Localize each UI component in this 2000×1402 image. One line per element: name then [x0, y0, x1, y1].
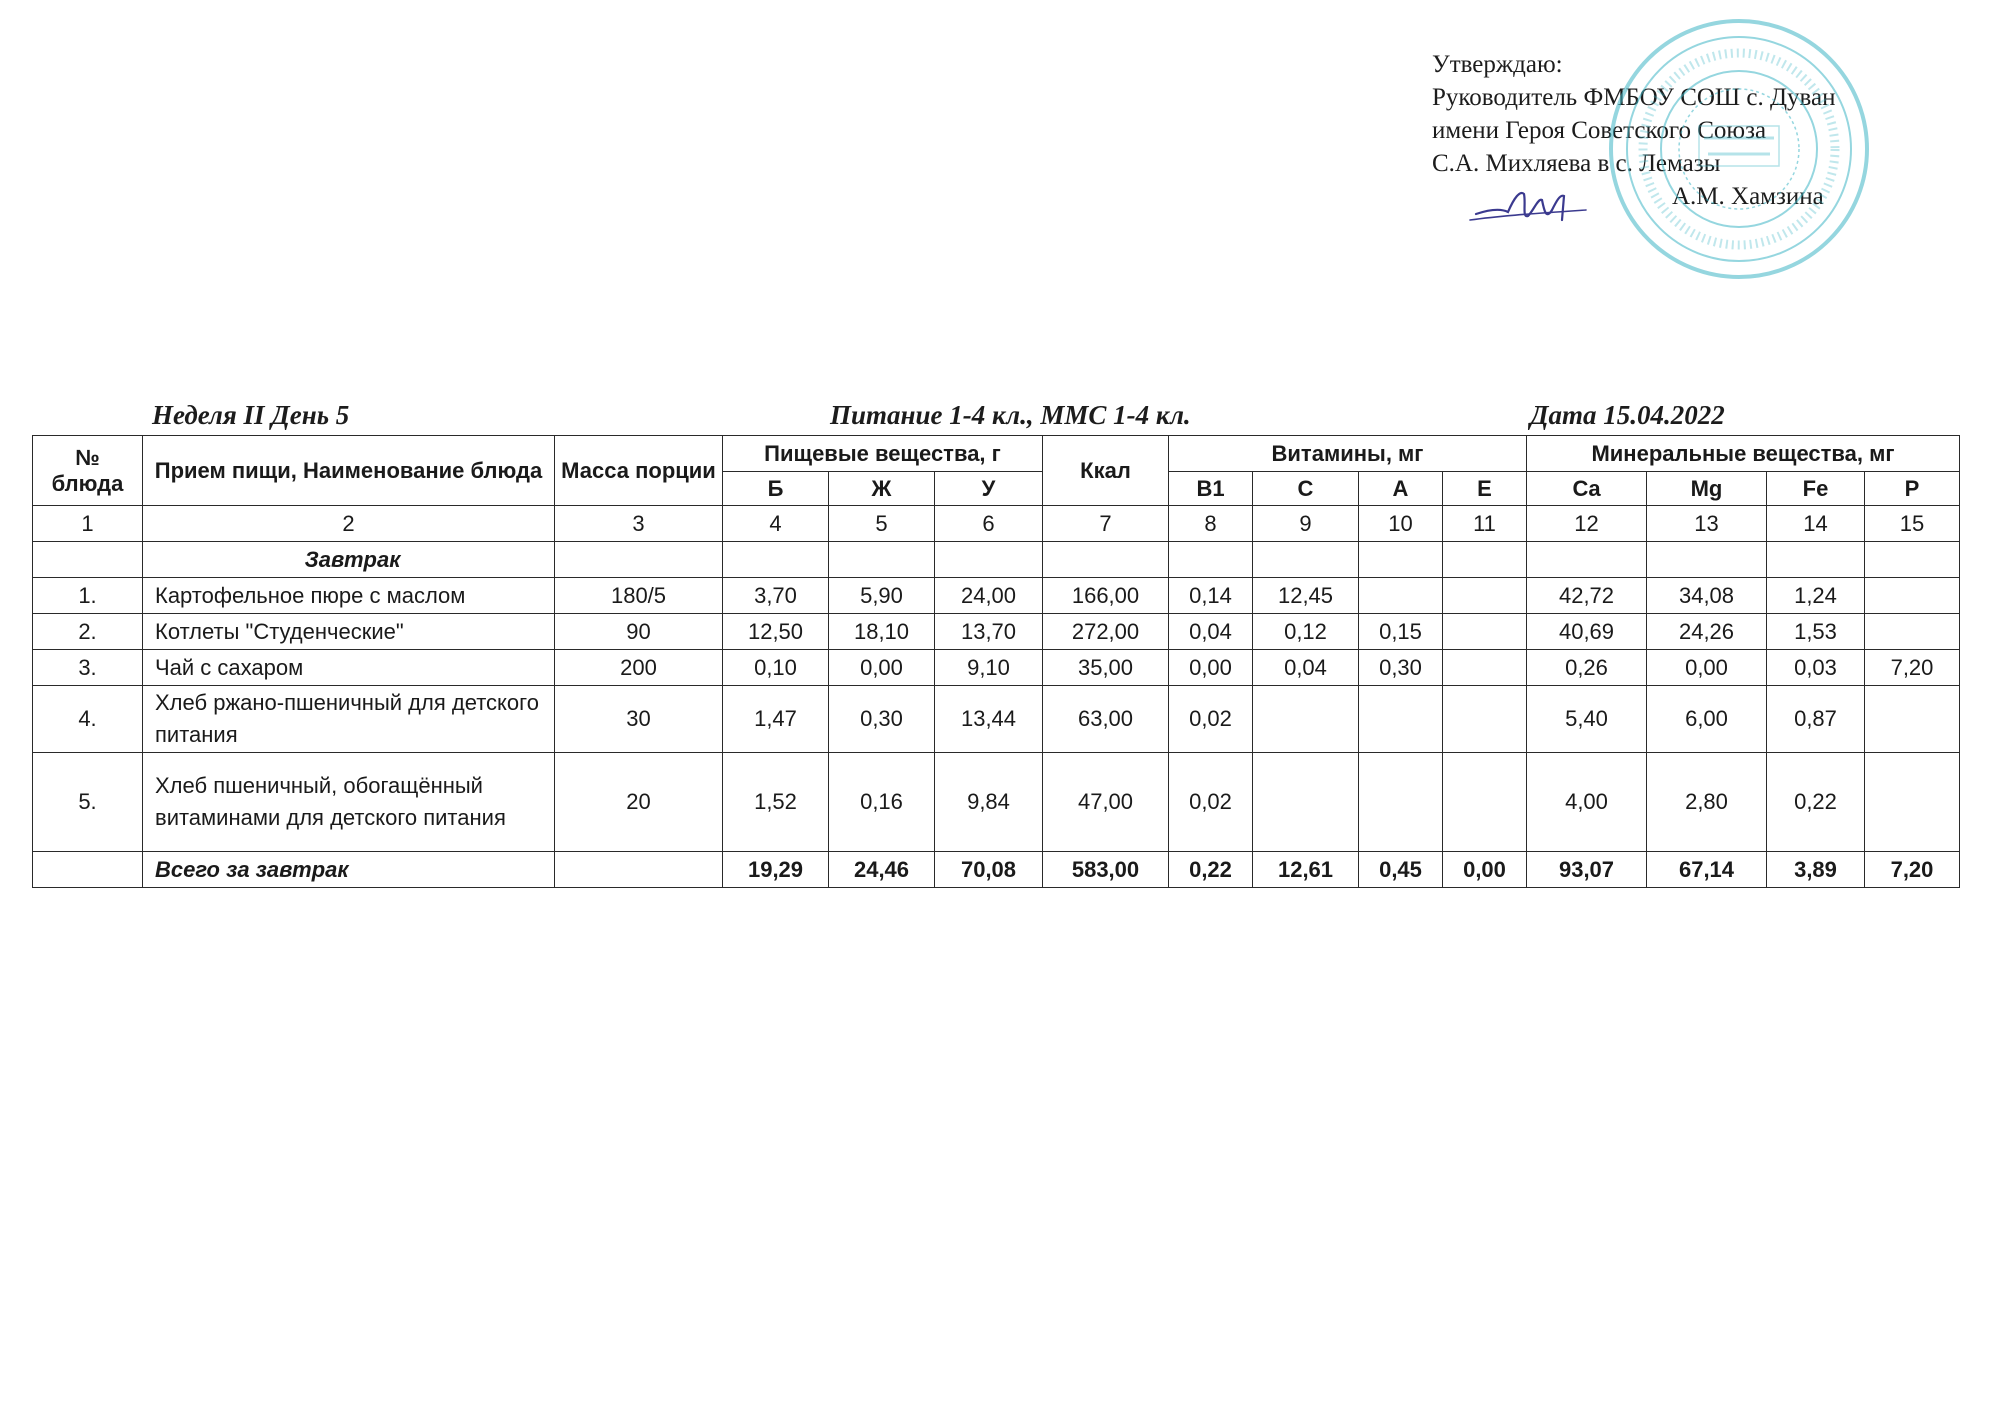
total-fe: 3,89	[1767, 852, 1865, 888]
column-number: 6	[935, 506, 1043, 542]
protein-cell: 1,52	[723, 753, 829, 852]
dish-number: 4.	[33, 686, 143, 753]
carbs-cell: 9,10	[935, 650, 1043, 686]
dish-name: Хлеб пшеничный, обогащённый витаминами для детского питания	[143, 753, 555, 852]
approval-line: имени Героя Советского Союза	[1432, 117, 1767, 144]
c-cell	[1253, 686, 1359, 753]
col-mg-header: Mg	[1647, 472, 1767, 506]
mg-cell: 2,80	[1647, 753, 1767, 852]
column-number: 7	[1043, 506, 1169, 542]
table-row	[33, 614, 1960, 650]
col-e-header: E	[1443, 472, 1527, 506]
mg-cell: 6,00	[1647, 686, 1767, 753]
total-e: 0,00	[1443, 852, 1527, 888]
total-label: Всего за завтрак	[143, 852, 555, 888]
carbs-cell: 9,84	[935, 753, 1043, 852]
protein-cell: 12,50	[723, 614, 829, 650]
total-mg: 67,14	[1647, 852, 1767, 888]
c-cell: 12,45	[1253, 578, 1359, 614]
header-row	[33, 436, 1960, 472]
a-cell: 0,30	[1359, 650, 1443, 686]
dish-name: Картофельное пюре с маслом	[143, 578, 555, 614]
col-c-header: C	[1253, 472, 1359, 506]
a-cell: 0,15	[1359, 614, 1443, 650]
total-b1: 0,22	[1169, 852, 1253, 888]
col-mass-header: Масса порции	[555, 436, 723, 506]
col-name-header: Прием пищи, Наименование блюда	[143, 436, 555, 506]
protein-cell: 1,47	[723, 686, 829, 753]
e-cell	[1443, 578, 1527, 614]
menu-headline	[0, 400, 2000, 432]
col-num-header: № блюда	[33, 436, 143, 506]
table-row	[33, 578, 1960, 614]
column-number: 15	[1865, 506, 1960, 542]
fe-cell: 1,24	[1767, 578, 1865, 614]
fat-cell: 0,16	[829, 753, 935, 852]
fe-cell: 0,03	[1767, 650, 1865, 686]
mg-cell: 24,26	[1647, 614, 1767, 650]
total-row	[33, 852, 1960, 888]
table-row	[33, 753, 1960, 852]
fat-cell: 0,30	[829, 686, 935, 753]
column-number: 9	[1253, 506, 1359, 542]
carbs-cell: 24,00	[935, 578, 1043, 614]
signature	[1468, 180, 1588, 230]
meal-plan-label: Питание 1-4 кл., ММС 1-4 кл.	[830, 400, 1191, 430]
column-number: 8	[1169, 506, 1253, 542]
ca-cell: 4,00	[1527, 753, 1647, 852]
e-cell	[1443, 614, 1527, 650]
column-number: 10	[1359, 506, 1443, 542]
col-protein-header: Б	[723, 472, 829, 506]
protein-cell: 3,70	[723, 578, 829, 614]
seal-stamp	[1604, 14, 1874, 284]
column-number: 11	[1443, 506, 1527, 542]
portion-mass: 90	[555, 614, 723, 650]
p-cell	[1865, 753, 1960, 852]
section-row	[33, 542, 1960, 578]
c-cell	[1253, 753, 1359, 852]
ca-cell: 0,26	[1527, 650, 1647, 686]
kcal-cell: 63,00	[1043, 686, 1169, 753]
vitamins-header: Витамины, мг	[1169, 436, 1527, 472]
total-protein: 19,29	[723, 852, 829, 888]
column-number: 2	[143, 506, 555, 542]
fat-cell: 0,00	[829, 650, 935, 686]
a-cell	[1359, 753, 1443, 852]
total-ca: 93,07	[1527, 852, 1647, 888]
portion-mass: 20	[555, 753, 723, 852]
approval-line: Утверждаю:	[1432, 51, 1563, 78]
b1-cell: 0,14	[1169, 578, 1253, 614]
fat-cell: 18,10	[829, 614, 935, 650]
c-cell: 0,04	[1253, 650, 1359, 686]
e-cell	[1443, 686, 1527, 753]
ca-cell: 5,40	[1527, 686, 1647, 753]
total-p: 7,20	[1865, 852, 1960, 888]
ca-cell: 42,72	[1527, 578, 1647, 614]
dish-name: Котлеты "Студенческие"	[143, 614, 555, 650]
col-p-header: P	[1865, 472, 1960, 506]
dish-number: 3.	[33, 650, 143, 686]
fat-cell: 5,90	[829, 578, 935, 614]
total-kcal: 583,00	[1043, 852, 1169, 888]
approval-line: Руководитель ФМБОУ СОШ с. Дуван	[1432, 84, 1836, 111]
col-b1-header: B1	[1169, 472, 1253, 506]
col-ca-header: Ca	[1527, 472, 1647, 506]
column-number: 13	[1647, 506, 1767, 542]
section-title: Завтрак	[143, 542, 555, 578]
col-carbs-header: У	[935, 472, 1043, 506]
table-row	[33, 650, 1960, 686]
kcal-cell: 166,00	[1043, 578, 1169, 614]
approver-name: А.М. Хамзина	[1672, 183, 1824, 210]
kcal-cell: 47,00	[1043, 753, 1169, 852]
week-day-label: Неделя II День 5	[152, 400, 350, 430]
portion-mass: 200	[555, 650, 723, 686]
col-a-header: A	[1359, 472, 1443, 506]
menu-table	[32, 435, 1960, 888]
carbs-cell: 13,44	[935, 686, 1043, 753]
fe-cell: 0,87	[1767, 686, 1865, 753]
dish-name: Хлеб ржано-пшеничный для детского питания	[143, 686, 555, 753]
ca-cell: 40,69	[1527, 614, 1647, 650]
dish-number: 2.	[33, 614, 143, 650]
total-fat: 24,46	[829, 852, 935, 888]
col-kcal-header: Ккал	[1043, 436, 1169, 506]
mg-cell: 34,08	[1647, 578, 1767, 614]
p-cell	[1865, 578, 1960, 614]
total-c: 12,61	[1253, 852, 1359, 888]
fe-cell: 0,22	[1767, 753, 1865, 852]
dish-name: Чай с сахаром	[143, 650, 555, 686]
a-cell	[1359, 686, 1443, 753]
mg-cell: 0,00	[1647, 650, 1767, 686]
a-cell	[1359, 578, 1443, 614]
kcal-cell: 35,00	[1043, 650, 1169, 686]
column-number: 3	[555, 506, 723, 542]
total-a: 0,45	[1359, 852, 1443, 888]
column-number: 1	[33, 506, 143, 542]
e-cell	[1443, 753, 1527, 852]
column-number-row	[33, 506, 1960, 542]
minerals-header: Минеральные вещества, мг	[1527, 436, 1960, 472]
col-fat-header: Ж	[829, 472, 935, 506]
fe-cell: 1,53	[1767, 614, 1865, 650]
carbs-cell: 13,70	[935, 614, 1043, 650]
c-cell: 0,12	[1253, 614, 1359, 650]
table-row	[33, 686, 1960, 753]
portion-mass: 30	[555, 686, 723, 753]
dish-number: 1.	[33, 578, 143, 614]
date-label: Дата 15.04.2022	[1530, 400, 1725, 430]
p-cell: 7,20	[1865, 650, 1960, 686]
b1-cell: 0,02	[1169, 686, 1253, 753]
p-cell	[1865, 614, 1960, 650]
column-number: 5	[829, 506, 935, 542]
column-number: 12	[1527, 506, 1647, 542]
portion-mass: 180/5	[555, 578, 723, 614]
kcal-cell: 272,00	[1043, 614, 1169, 650]
approval-line: С.А. Михляева в с. Лемазы	[1432, 150, 1721, 177]
col-fe-header: Fe	[1767, 472, 1865, 506]
p-cell	[1865, 686, 1960, 753]
b1-cell: 0,02	[1169, 753, 1253, 852]
protein-cell: 0,10	[723, 650, 829, 686]
total-carbs: 70,08	[935, 852, 1043, 888]
column-number: 4	[723, 506, 829, 542]
dish-number: 5.	[33, 753, 143, 852]
e-cell	[1443, 650, 1527, 686]
nutrients-header: Пищевые вещества, г	[723, 436, 1043, 472]
b1-cell: 0,04	[1169, 614, 1253, 650]
b1-cell: 0,00	[1169, 650, 1253, 686]
column-number: 14	[1767, 506, 1865, 542]
